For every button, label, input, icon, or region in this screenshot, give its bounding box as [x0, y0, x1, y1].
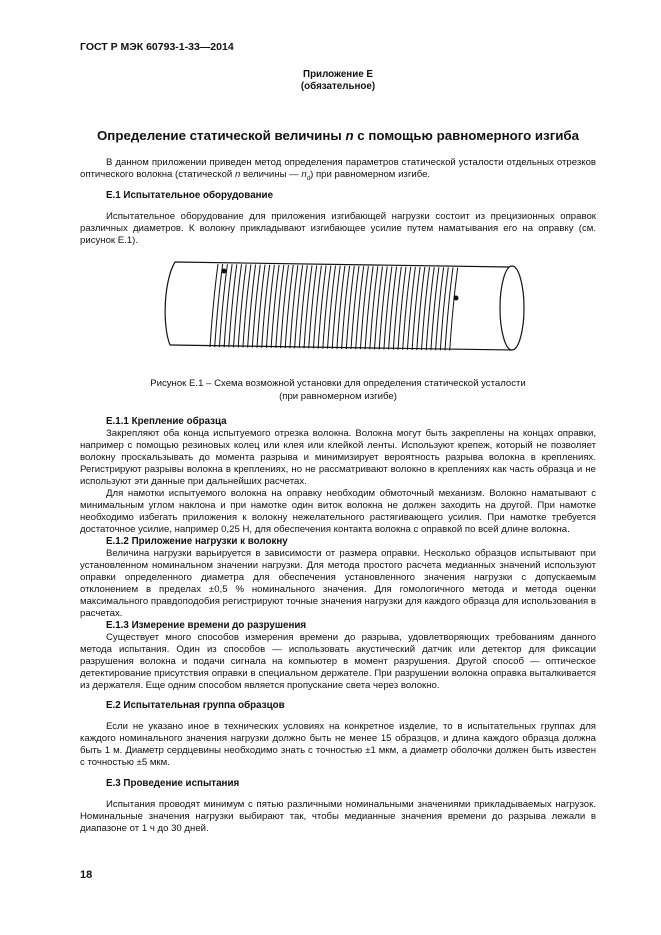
fiber-winding: [422, 267, 430, 350]
document-header: ГОСТ Р МЭК 60793-1-33—2014: [80, 41, 234, 53]
title-text: Определение статической величины: [96, 128, 346, 143]
fiber-winding: [412, 267, 420, 350]
fiber-winding: [248, 265, 256, 348]
figure-caption: Рисунок Е.1 – Схема возможной установки для определения статической усталости (при равномерном изгибе): [150, 378, 526, 402]
annex-title: Приложение Е: [303, 69, 373, 80]
fiber-winding: [295, 265, 303, 348]
fiber-winding: [252, 265, 260, 348]
fiber-winding: [215, 264, 223, 347]
fiber-winding: [389, 267, 397, 350]
paragraph: Величина нагрузки варьируется в зависимости от размера оправки. Несколько образцов испытывают при установленном номинальном значении нагрузки. Для метода простого расчета медианных значений используют оправки определенного диаметра для обеспечения установленного значения нагрузки с допускаемым отклонением в пределах ±0,5 % номинального значения. Для гомологичного метода и метода оценки максимального правдоподобия регистрируют точные значения нагрузки для каждого образца для использования в расчетах.: [80, 548, 596, 619]
fiber-winding: [436, 267, 444, 350]
title-text: с помощью равномерного изгиба: [353, 128, 580, 143]
paragraph: Испытания проводят минимум с пятью различными номинальными значениями прикладываемых нагрузок. Номинальные значения нагрузки выбирают так, чтобы медианные значения времени до разрыва лежали в диапазоне от 1 ч до 30 дней.: [80, 799, 596, 834]
fiber-winding: [281, 265, 289, 348]
section-e2: [80, 700, 596, 769]
paragraph: Существует много способов измерения времени до разрыва, удовлетворяющих требованиям данного метода испытания. Один из способов — использовать акустический датчик или детектор для фиксации разрушения волокна и подачи сигнала на компьютер в момент разрушения. Другой способ — оптическое детектирование присутствия оправки в специальном держателе. При разрушении волокна оправка выталкивается из держателя. Еще одним способом является пропускание света через волокно.: [80, 632, 596, 691]
fiber-winding: [238, 264, 246, 347]
fiber-winding: [407, 267, 415, 350]
fiber-winding: [224, 264, 232, 347]
section-heading-e1: Е.1 Испытательное оборудование: [106, 190, 274, 201]
fiber-fixing-point: [454, 296, 459, 301]
fiber-winding: [313, 266, 321, 349]
fiber-winding: [337, 266, 345, 349]
page-number: 18: [80, 869, 93, 881]
fiber-winding: [257, 265, 265, 348]
paragraph: Для намотки испытуемого волокна на оправку необходим обмоточный механизм. Волокно наматывают с минимальным углом наклона и при намотке один виток волокна не должен заходить на другой. При намотке необходимо избегать приложения к волокну нежелательного растягивающего усилия. При намотке требуется достаточное усилие, например 0,25 Н, для обеспечения контакта волокна с оправкой по всей длине волокна.: [80, 488, 596, 535]
fiber-winding: [332, 266, 340, 349]
fiber-winding: [299, 265, 307, 348]
fiber-winding: [290, 265, 298, 348]
fiber-winding: [426, 267, 434, 350]
fiber-winding: [210, 264, 218, 347]
fiber-winding: [219, 264, 227, 347]
fiber-winding: [346, 266, 354, 349]
fiber-winding: [417, 267, 425, 350]
fiber-fixing-point: [222, 269, 227, 274]
page-title: [50, 128, 626, 144]
fiber-winding: [375, 266, 383, 349]
figure-mandrel-diagram: [150, 250, 550, 360]
fiber-winding: [276, 265, 284, 348]
fiber-winding: [243, 264, 251, 347]
fiber-winding: [234, 264, 242, 347]
fiber-winding: [309, 265, 317, 348]
section-heading-e11: Е.1.1 Крепление образца: [106, 416, 227, 427]
section-heading-e2: Е.2 Испытательная группа образцов: [106, 700, 285, 711]
section-heading-e13: Е.1.3 Измерение времени до разрушения: [106, 620, 307, 631]
section-heading-e12: Е.1.2 Приложение нагрузки к волокну: [106, 536, 288, 547]
fiber-winding: [304, 265, 312, 348]
cylinder-right-end: [500, 266, 524, 350]
fiber-winding: [262, 265, 270, 348]
intro-section: [80, 157, 596, 247]
fiber-winding: [393, 267, 401, 350]
fiber-winding: [379, 266, 387, 349]
fiber-winding: [266, 265, 274, 348]
fiber-winding: [328, 266, 336, 349]
section-e1-subsections: [80, 416, 596, 692]
annex-status: (обязательное): [300, 81, 376, 92]
fiber-winding: [342, 266, 350, 349]
fiber-winding: [431, 267, 439, 350]
fiber-winding: [285, 265, 293, 348]
fiber-winding: [356, 266, 364, 349]
fiber-winding: [360, 266, 368, 349]
fiber-winding: [384, 267, 392, 350]
annex-heading: [80, 69, 596, 93]
section-heading-e3: Е.3 Проведение испытания: [106, 778, 240, 789]
fiber-winding: [370, 266, 378, 349]
fiber-winding: [365, 266, 373, 349]
page-content: [80, 69, 596, 835]
fiber-winding: [323, 266, 331, 349]
fiber-winding: [351, 266, 359, 349]
paragraph: Если не указано иное в технических условиях на конкретное изделие, то в испытательных группах для каждого номинального значения нагрузки должно быть не менее 15 образцов, и длина каждого образца должна быть 1 м. Диаметр сердцевины необходимо знать с точностью ±1 мкм, а диаметр оболочки должен быть известен с точностью ±5 мкм.: [80, 721, 596, 768]
fiber-winding: [318, 266, 326, 349]
paragraph: Закрепляют оба конца испытуемого отрезка волокна. Волокна могут быть закреплены на концах оправки, например с помощью резиновых колец или клея или клейкой ленты. Используют крепеж, который не позволяет волокну проскальзывать до момента разрыва и минимизирует вероятность разрыва волокна в креплениях. Регистрируют разрывы волокна в креплениях, но не рассматривают волокно в креплениях как часть образца и не используют эти данные при дальнейших расчетах.: [80, 428, 596, 487]
fiber-winding: [229, 264, 237, 347]
fiber-winding: [440, 267, 448, 350]
section-e3: [80, 778, 596, 835]
title-variable: n: [345, 128, 354, 143]
intro-paragraph: В данном приложении приведен метод определения параметров статической усталости отдельных отрезков оптического волокна (статической n величины — $n_d$) при равномерном изгибе.: [80, 157, 596, 182]
fiber-winding: [403, 267, 411, 350]
fiber-winding: [398, 267, 406, 350]
paragraph: Испытательное оборудование для приложения изгибающей нагрузки состоит из прецизионных оправок различных диаметров. К волокну прикладывают изгибающее усилие путем наматывания его на оправку (см. рисунок Е.1).: [80, 211, 596, 246]
fiber-winding: [445, 267, 453, 350]
fiber-winding: [271, 265, 279, 348]
cylinder-left-end: [165, 262, 175, 345]
fiber-winding: [450, 268, 458, 351]
